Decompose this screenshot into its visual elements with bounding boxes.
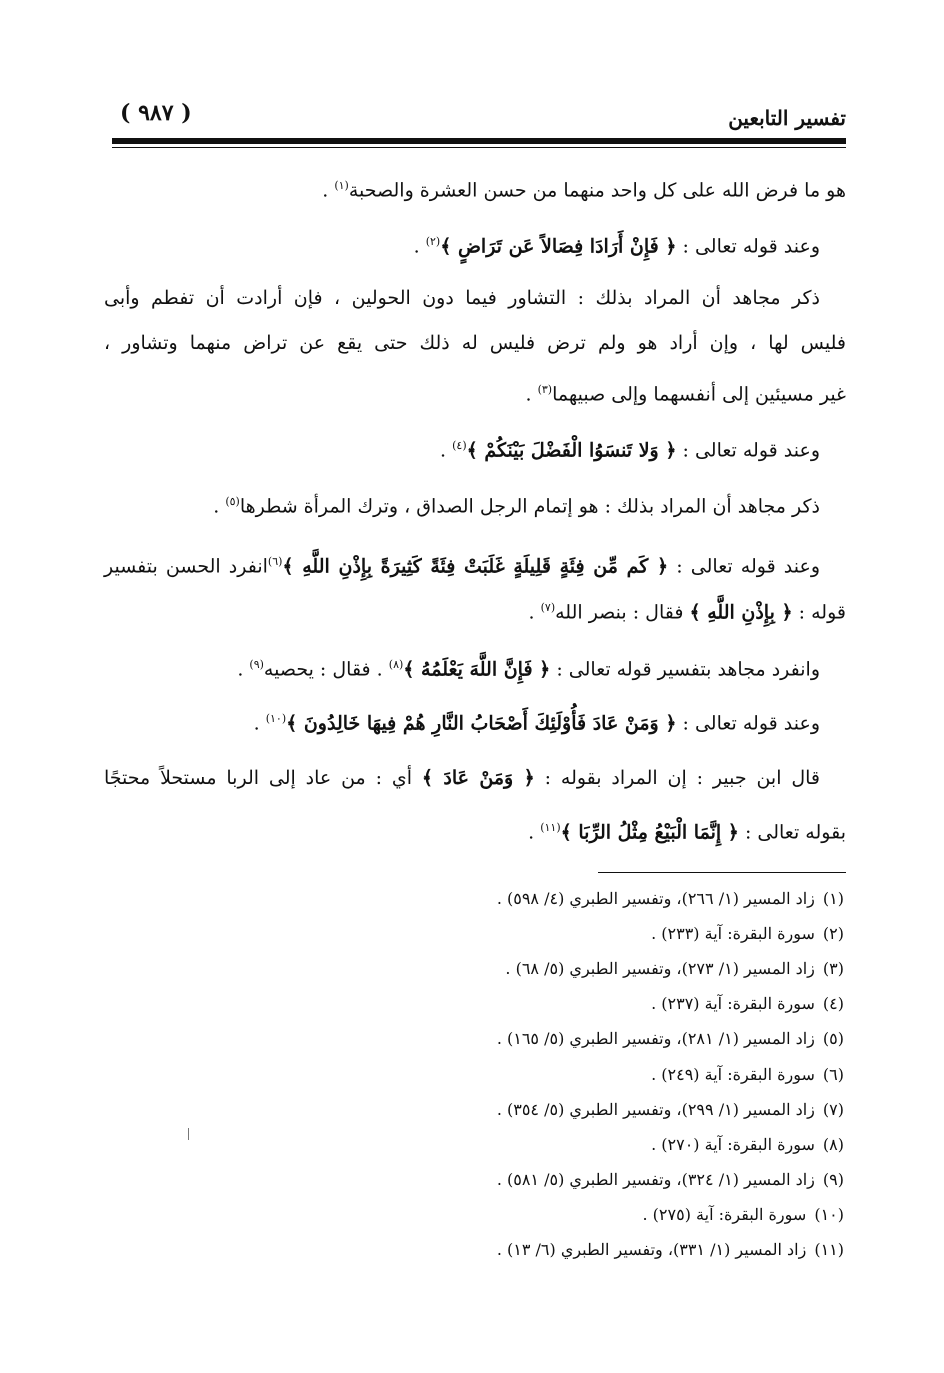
footnote-ref: (٣) [537,383,553,396]
footnote-number: (٥) [822,1029,844,1048]
footnote-number: (١١) [814,1240,844,1259]
footnote-number: (٢) [822,924,844,943]
paragraph-text: وعند قوله تعالى : [676,712,820,735]
page-header [112,96,846,140]
footnote-number: (٧) [822,1100,844,1119]
period: . [440,439,453,462]
text-line-7 [213,489,820,519]
period: . [253,712,266,735]
paragraph-text: قال ابن جبير : إن المراد بقوله : [534,767,820,789]
footnote-item [497,1169,844,1191]
quran-verse: ﴿ فَإِنْ أَرَادَا فِصَالاً عَن تَرَاضٍ ﴾ [440,235,677,258]
paragraph-text: . فقال : يحصيه [263,658,389,681]
footnote-item [651,1134,844,1156]
footnote-ref: (١١) [540,821,561,834]
paragraph-text: وعند قوله تعالى : [676,235,820,258]
footnote-separator [598,872,846,873]
period: . [528,601,541,624]
footnote-item [643,1204,845,1226]
paragraph-text: فقال : بنصر الله [555,601,690,624]
footnote-ref: (٨) [388,658,404,671]
text-line-5 [525,377,846,407]
text-line-13 [528,815,846,845]
footnote-number: (٣) [822,959,844,978]
quran-verse: ﴿ وَلا تَنسَوُا الْفَضْلَ بَيْنَكُمْ ﴾ [466,439,677,462]
quran-verse: ﴿ كَم مِّن فِئَةٍ قَلِيلَةٍ غَلَبَتْ فِئَةً كَثِيرَةً بِإِذْنِ اللَّهِ ﴾ [282,555,669,578]
footnote-ref: (١) [334,179,349,192]
period: . [413,235,426,258]
footnote-text: زاد المسير (١/ ٢٩٩)، وتفسير الطبري (٥/ ٣٥٤) . [496,1100,815,1119]
footnote-text: زاد المسير (١/ ٢٦٦)، وتفسير الطبري (٤/ ٥٩٨) . [496,889,815,908]
footnote-item [497,888,844,910]
footnote-item [497,1239,844,1261]
footnote-ref: (٧) [540,601,556,614]
text-line-9 [529,595,847,625]
paragraph-text: فليس لها ، وإن أراد هو ولم ترض فليس له ذلك حتى يقع عن تراض منهما وتشاور ، [104,332,846,354]
paragraph-text: وانفرد مجاهد بتفسير قوله تعالى : [550,658,820,681]
footnote-item [505,958,844,980]
paragraph-text: وعند قوله تعالى : [676,439,820,462]
text-line-12 [104,765,820,791]
period: . [237,658,250,681]
paragraph-text: قوله : [792,601,846,624]
footnote-item [651,993,844,1015]
footnote-text: سورة البقرة: آية (٢٤٩) . [651,1065,815,1084]
footnote-ref: (٢) [425,235,441,248]
quran-verse: ﴿ إِنَّمَا الْبَيْعُ مِثْلُ الرِّبَا ﴾ [560,821,739,844]
footnote-text: سورة البقرة: آية (٢٧٥) . [642,1205,807,1224]
text-line-3 [104,285,820,311]
quran-verse: ﴿ وَمَنْ عَادَ ﴾ [421,767,535,789]
footnote-number: (٨) [822,1135,844,1154]
footnote-ref: (٩) [249,658,264,671]
quran-verse: ﴿ بِإِذْنِ اللَّهِ ﴾ [689,601,793,624]
quran-verse: ﴿ وَمَنْ عَادَ فَأُوْلَئِكَ أَصْحَابُ النَّارِ هُمْ فِيهَا خَالِدُونَ ﴾ [286,712,677,735]
footnote-text: زاد المسير (١/ ٣٢٤)، وتفسير الطبري (٥/ ٥٨١) . [496,1170,815,1189]
paragraph-text: انفرد الحسن بتفسير [104,555,268,578]
paragraph-text: ذكر مجاهد أن المراد بذلك : هو إتمام الرجل الصداق ، وترك المرأة شطرها [239,495,820,518]
footnote-item [497,1099,844,1121]
footnote-number: (١٠) [814,1205,844,1224]
header-rule-thick [112,138,846,144]
footnote-text: سورة البقرة: آية (٢٣٣) . [651,924,815,943]
paragraph-text: وعند قوله تعالى : [668,555,820,578]
footnote-ref: (٥) [225,495,240,508]
paragraph-text: ذكر مجاهد أن المراد بذلك : التشاور فيما دون الحولين ، فإن أرادت أن تفطم وأبى [104,287,820,309]
text-line-2 [414,229,820,259]
footnote-ref: (٤) [452,439,467,452]
text-line-8 [104,549,820,579]
footnote-ref: (٦) [267,555,283,568]
footnote-text: زاد المسير (١/ ٣٣١)، وتفسير الطبري (٦/ ١٣) . [496,1240,807,1259]
text-line-4 [104,330,846,356]
paragraph-text: هو ما فرض الله على كل واحد منهما من حسن العشرة والصحبة [348,179,846,202]
footnote-number: (٩) [822,1170,844,1189]
footnote-item [651,1064,844,1086]
footnote-ref: (١٠) [265,712,287,725]
paragraph-text: بقوله تعالى : [738,821,846,844]
period: . [213,495,226,518]
footnote-text: زاد المسير (١/ ٢٨١)، وتفسير الطبري (٥/ ١٦٥) . [496,1029,815,1048]
paragraph-text: أي : من عاد إلى الربا مستحلاً محتجًا [104,767,422,789]
text-line-1 [322,173,846,203]
scan-mark [188,1128,189,1140]
period: . [528,821,541,844]
footnote-number: (١) [822,889,844,908]
footnote-number: (٦) [822,1065,844,1084]
footnote-text: سورة البقرة: آية (٢٧٠) . [651,1135,815,1154]
paragraph-text: غير مسيئين إلى أنفسهما وإلى صبيهما [552,383,846,406]
page-number: ( ٩٨٧ ) [120,100,192,126]
text-line-11 [254,706,820,736]
quran-verse: ﴿ فَإِنَّ اللَّهَ يَعْلَمُهُ ﴾ [403,658,551,681]
footnote-text: زاد المسير (١/ ٢٧٣)، وتفسير الطبري (٥/ ٦٨) . [505,959,815,978]
period: . [322,179,335,202]
period: . [525,383,538,406]
text-line-6 [440,433,820,463]
footnote-number: (٤) [822,994,844,1013]
running-title: تفسير التابعين [728,106,846,130]
footnote-text: سورة البقرة: آية (٢٣٧) . [651,994,815,1013]
footnote-item [651,923,844,945]
header-rule-thin [112,147,846,148]
footnote-item [497,1028,844,1050]
text-line-10 [237,652,820,682]
